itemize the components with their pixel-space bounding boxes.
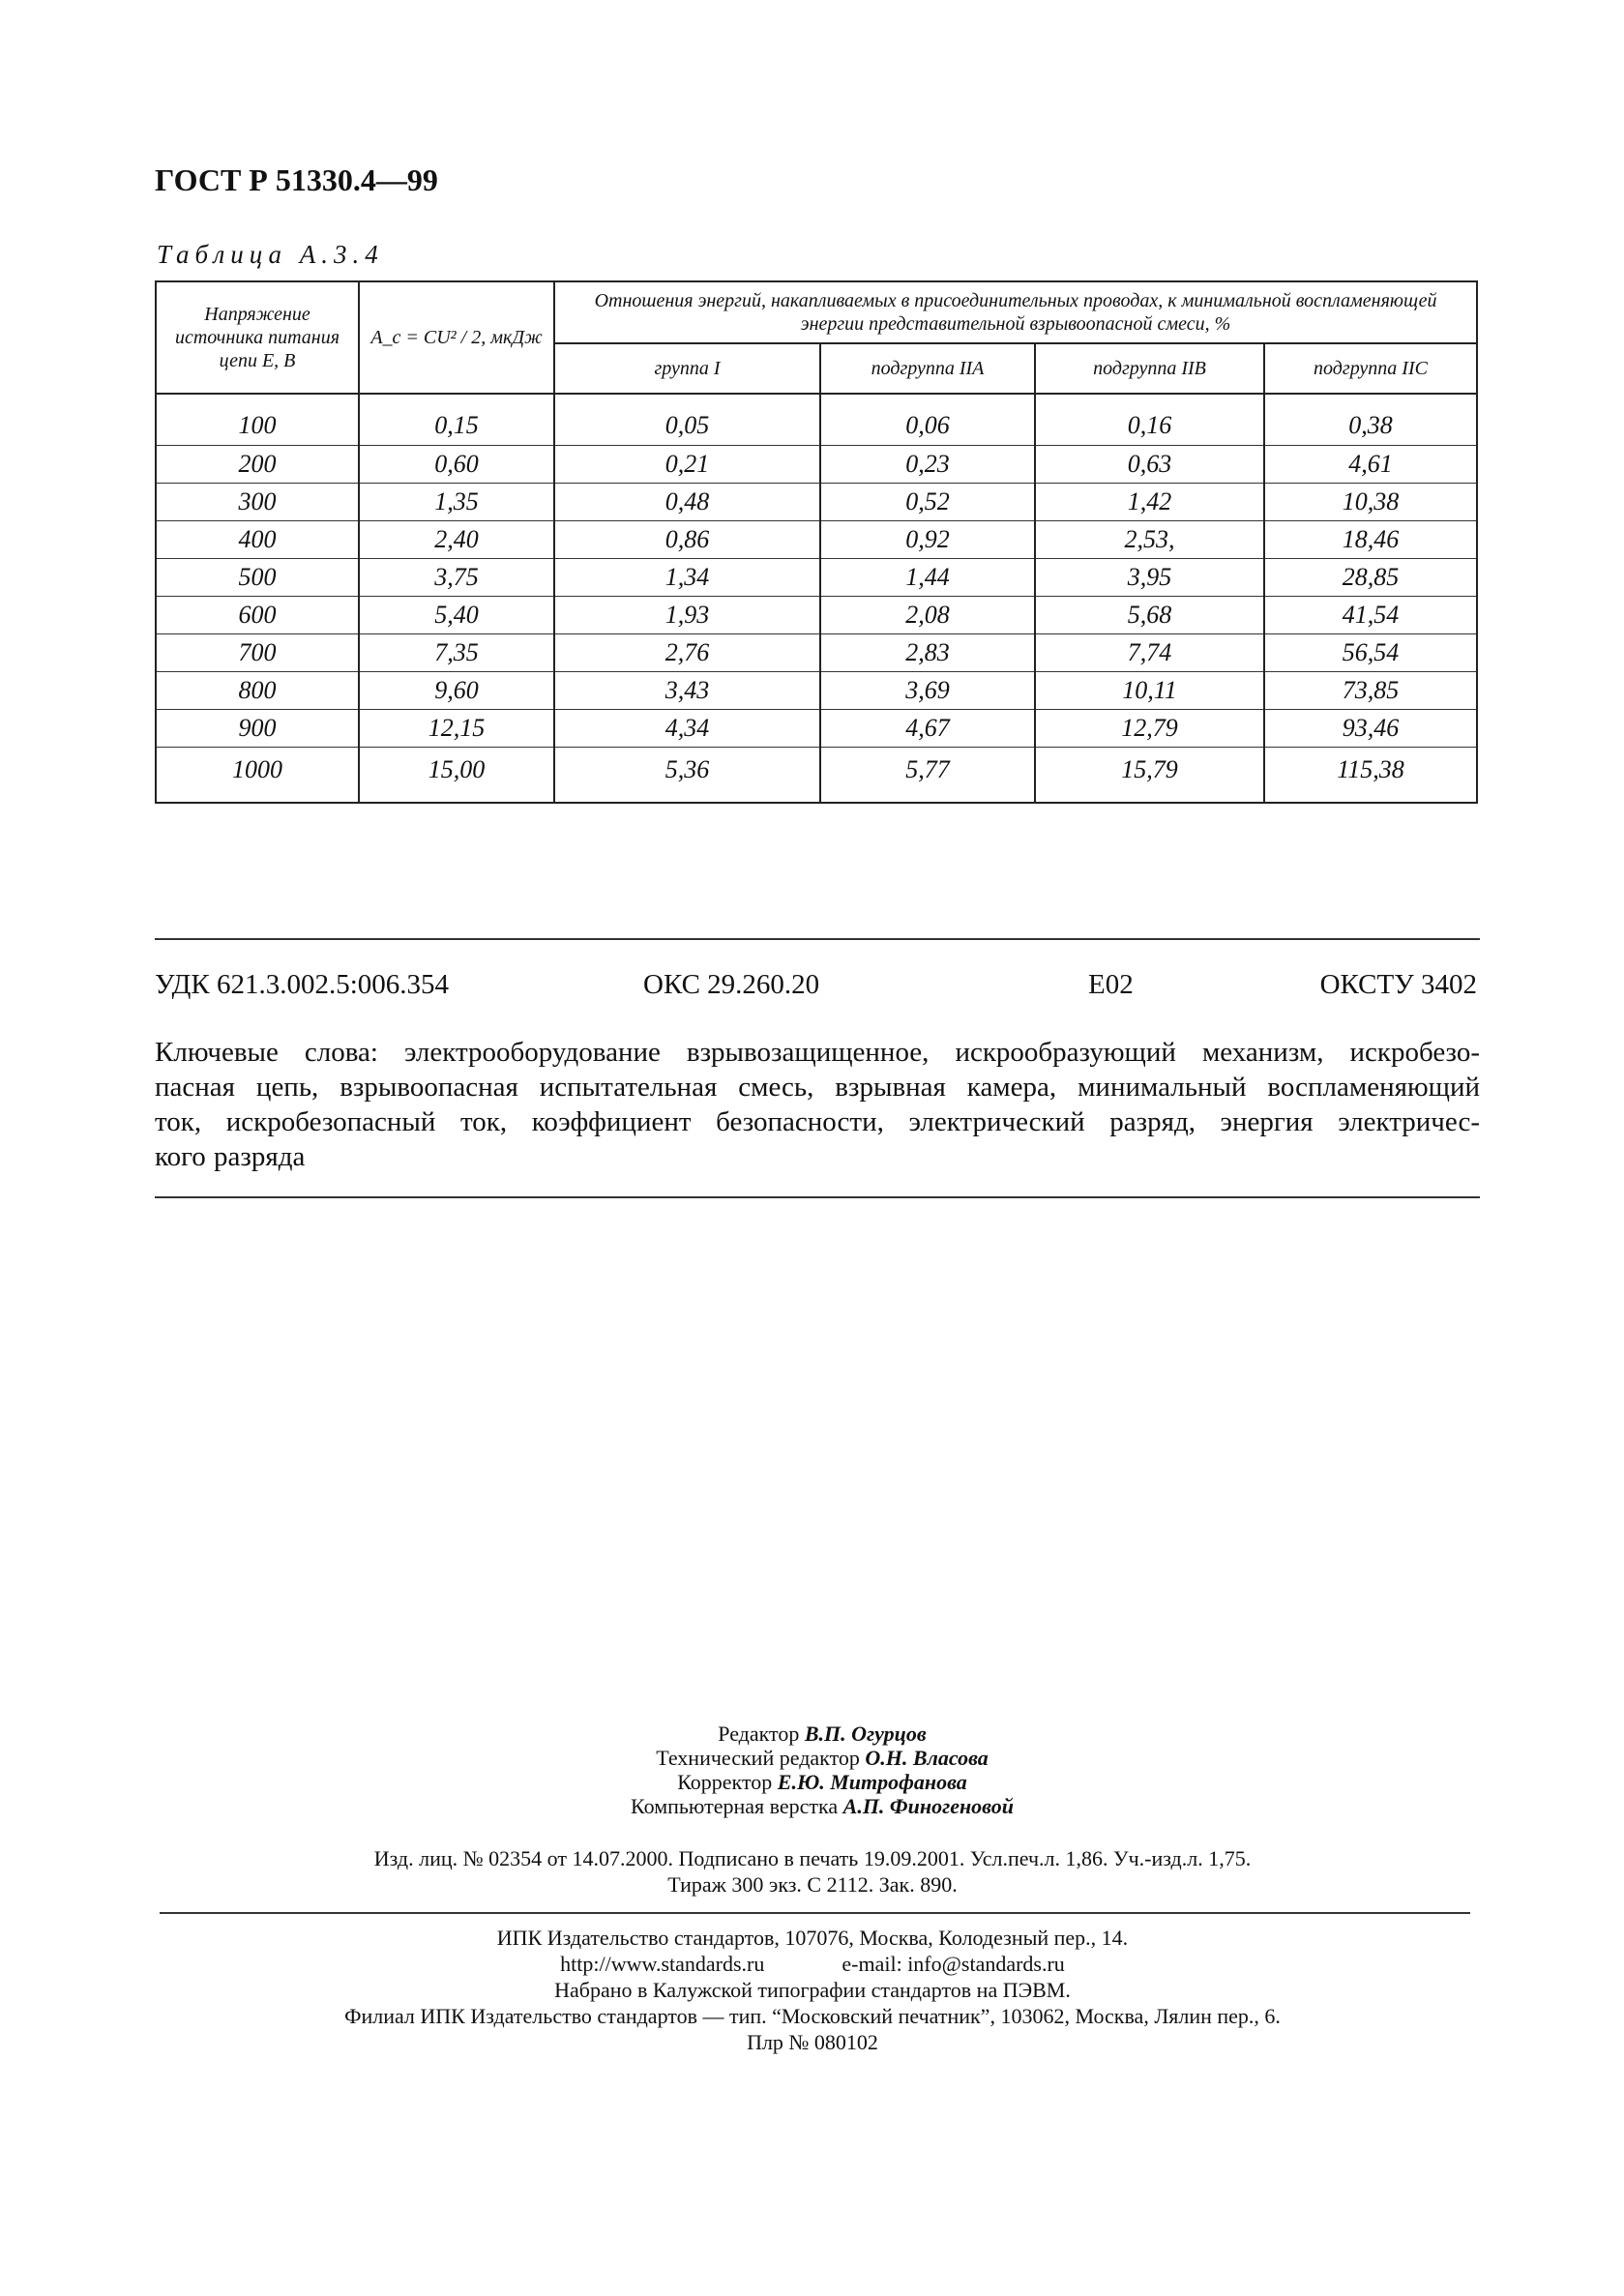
table-cell: 0,21 [554, 446, 820, 484]
table-cell: 2,53, [1035, 521, 1264, 559]
divider-keywords [155, 1196, 1480, 1198]
table-cell: 2,40 [359, 521, 554, 559]
table-row [156, 521, 1477, 559]
table-cell: 5,36 [554, 748, 820, 804]
table-cell: 0,06 [820, 394, 1035, 446]
table-cell: 100 [156, 394, 359, 446]
table-cell: 1,44 [820, 559, 1035, 597]
document-code: ГОСТ Р 51330.4—99 [155, 162, 438, 197]
divider-top [155, 938, 1480, 940]
corrector-role: Корректор [677, 1770, 773, 1794]
printer-line: ИПК Издательство стандартов, 107076, Москва, Колодезный пер., 14. [496, 1926, 1129, 1950]
table-cell: 5,40 [359, 597, 554, 634]
table-cell: 0,92 [820, 521, 1035, 559]
table-cell: 12,15 [359, 710, 554, 748]
table-cell: 200 [156, 446, 359, 484]
keywords-line: кого разряда [155, 1141, 306, 1172]
table-cell: 4,61 [1264, 446, 1477, 484]
printer-line: Набрано в Калужской типографии стандартов на ПЭВМ. [554, 1978, 1071, 2002]
table-row [156, 559, 1477, 597]
table-cell: 9,60 [359, 672, 554, 710]
table-cell: 1,34 [554, 559, 820, 597]
publication-line: Изд. лиц. № 02354 от 14.07.2000. Подписано в печать 19.09.2001. Усл.печ.л. 1,86. Уч.-изд.л. 1,75. [373, 1846, 1252, 1870]
keywords-paragraph [155, 1035, 1480, 1174]
table-cell: 115,38 [1264, 748, 1477, 804]
table-row [156, 710, 1477, 748]
table-cell: 0,15 [359, 394, 554, 446]
header-energy: A_c = CU² / 2, мкДж [359, 281, 554, 394]
table-row [156, 597, 1477, 634]
energy-ratio-table [155, 280, 1478, 804]
table-title: Таблица А.3.4 [157, 240, 384, 269]
table-cell: 7,74 [1035, 634, 1264, 672]
header-voltage: Напряжение источника питания цепи E, B [156, 281, 359, 394]
table-cell: 93,46 [1264, 710, 1477, 748]
oks-code: ОКС 29.260.20 [643, 969, 820, 1000]
printer-line: Плр № 080102 [747, 2030, 878, 2054]
table-cell: 10,38 [1264, 484, 1477, 521]
editor-name: В.П. Огурцов [804, 1722, 927, 1746]
website-text: http://www.standards.ru [560, 1952, 765, 1976]
table-row [156, 484, 1477, 521]
header-energy-ratio: Отношения энергий, накапливаемых в присоединительных проводах, к минимальной воспламеняющей энергии представительной взрывоопасной смеси, % [554, 281, 1477, 343]
classification-code: Е02 [1088, 969, 1134, 1000]
layout-role: Компьютерная верстка [631, 1794, 839, 1818]
table-cell: 3,95 [1035, 559, 1264, 597]
table-row [156, 672, 1477, 710]
table-cell: 28,85 [1264, 559, 1477, 597]
table-cell: 73,85 [1264, 672, 1477, 710]
tech-editor-name: О.Н. Власова [865, 1746, 989, 1770]
table-cell: 5,68 [1035, 597, 1264, 634]
table-cell: 1,35 [359, 484, 554, 521]
table-cell: 800 [156, 672, 359, 710]
printer-info [193, 1925, 1432, 2055]
keywords-line: ток, искробезопасный ток, коэффициент безопасности, электрический разряд, энергия электричес- [155, 1106, 1480, 1137]
table-cell: 3,43 [554, 672, 820, 710]
table-cell: 15,00 [359, 748, 554, 804]
keywords-line: Ключевые слова: электрооборудование взрывозащищенное, искрообразующий механизм, искробезо- [155, 1037, 1480, 1068]
table-cell: 1,42 [1035, 484, 1264, 521]
table-cell: 41,54 [1264, 597, 1477, 634]
table-cell: 5,77 [820, 748, 1035, 804]
table-cell: 0,38 [1264, 394, 1477, 446]
table-cell: 600 [156, 597, 359, 634]
table-cell: 300 [156, 484, 359, 521]
table-row [156, 394, 1477, 446]
table-cell: 2,76 [554, 634, 820, 672]
table-cell: 0,05 [554, 394, 820, 446]
table-row [156, 748, 1477, 804]
table-cell: 400 [156, 521, 359, 559]
table-body [156, 394, 1477, 803]
table-cell: 0,16 [1035, 394, 1264, 446]
divider-imprint [160, 1912, 1470, 1914]
table-cell: 0,63 [1035, 446, 1264, 484]
layout-name: А.П. Финогеновой [842, 1794, 1014, 1818]
header-subgroup-iib: подгруппа IIB [1035, 343, 1264, 394]
table-cell: 3,75 [359, 559, 554, 597]
okstu-code: ОКСТУ 3402 [1319, 969, 1477, 1000]
table-cell: 56,54 [1264, 634, 1477, 672]
keywords-line: пасная цепь, взрывоопасная испытательная смесь, взрывная камера, минимальный воспламеняющий [155, 1072, 1480, 1103]
table-row [156, 446, 1477, 484]
table-cell: 0,23 [820, 446, 1035, 484]
publication-info [193, 1845, 1432, 1898]
corrector-name: Е.Ю. Митрофанова [777, 1770, 967, 1794]
header-subgroup-iia: подгруппа IIA [820, 343, 1035, 394]
table-cell: 2,83 [820, 634, 1035, 672]
table-cell: 15,79 [1035, 748, 1264, 804]
editor-role: Редактор [718, 1722, 800, 1746]
table-cell: 10,11 [1035, 672, 1264, 710]
publication-line: Тираж 300 экз. С 2112. Зак. 890. [667, 1872, 958, 1897]
table-cell: 900 [156, 710, 359, 748]
table-cell: 700 [156, 634, 359, 672]
table-cell: 4,67 [820, 710, 1035, 748]
tech-editor-role: Технический редактор [656, 1746, 860, 1770]
table-cell: 0,48 [554, 484, 820, 521]
table-cell: 2,08 [820, 597, 1035, 634]
table-cell: 18,46 [1264, 521, 1477, 559]
table-cell: 0,52 [820, 484, 1035, 521]
printer-line: Филиал ИПК Издательство стандартов — тип. “Московский печатник”, 103062, Москва, Лялин пер., 6. [344, 2004, 1281, 2028]
table-cell: 1000 [156, 748, 359, 804]
table-row [156, 634, 1477, 672]
email-text: e-mail: info@standards.ru [842, 1952, 1065, 1976]
table-cell: 500 [156, 559, 359, 597]
header-subgroup-iic: подгруппа IIC [1264, 343, 1477, 394]
udk-code: УДК 621.3.002.5:006.354 [155, 969, 450, 1000]
table-cell: 3,69 [820, 672, 1035, 710]
table-cell: 12,79 [1035, 710, 1264, 748]
table-cell: 1,93 [554, 597, 820, 634]
header-group-1: группа I [554, 343, 820, 394]
table-cell: 4,34 [554, 710, 820, 748]
table-cell: 0,86 [554, 521, 820, 559]
table-cell: 0,60 [359, 446, 554, 484]
credits-block [387, 1722, 1257, 1818]
table-cell: 7,35 [359, 634, 554, 672]
